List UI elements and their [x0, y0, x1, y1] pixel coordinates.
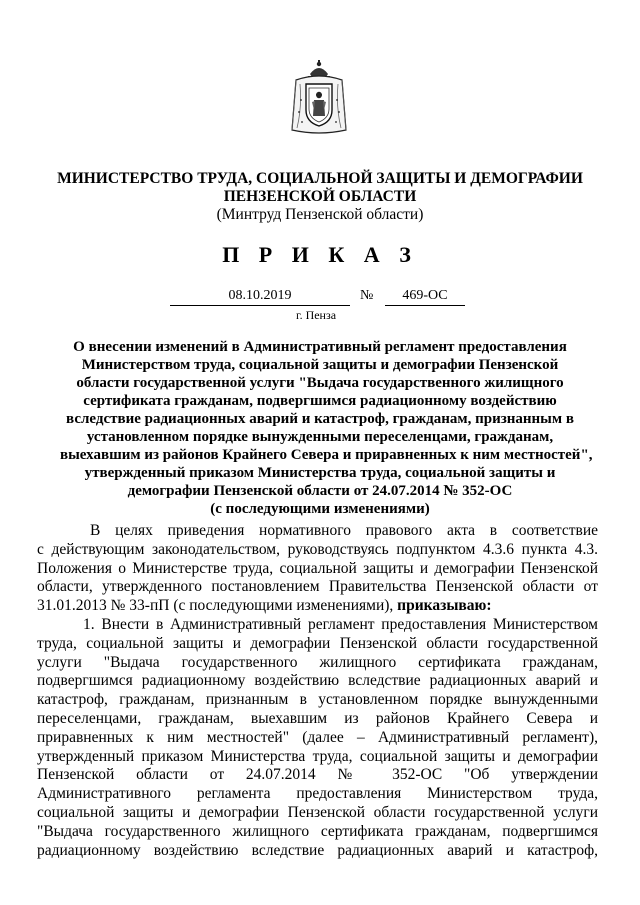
subject-line: утвержденный приказом Министерства труда, социальной защиты и: [84, 465, 556, 481]
body-line: подвергшимся радиационному воздействию вследствие радиационных аварий и: [37, 672, 598, 690]
body-line: Пензенской области от 24.07.2014 № 352-ОС "Об утверждении: [37, 766, 598, 784]
body-line: социальной защиты и демографии Пензенской области государственной услуги: [37, 803, 598, 821]
body-line: труда, социальной защиты и демографии Пензенской области государственной: [37, 634, 598, 652]
body-line: радиационному воздействию вследствие радиационных аварий и катастроф,: [37, 841, 598, 859]
body-line: переселенцами, гражданам, выехавшим из районов Крайнего Севера и: [37, 709, 598, 727]
order-subject: [60, 338, 593, 518]
body-line: утвержденный приказом Министерства труда, социальной защиты и демографии: [37, 747, 598, 765]
body-line: 1. Внести в Административный регламент предоставления Министерством: [83, 615, 598, 633]
subject-line: выехавшим из районов Крайнего Севера и приравненных к ним местностей",: [60, 447, 593, 463]
document-type-title: П Р И К А З: [222, 242, 418, 267]
subject-line: вследствие радиационных аварий и катастроф, гражданам, признанным в: [66, 411, 574, 427]
subject-line: О внесении изменений в Административный регламент предоставления: [73, 339, 567, 355]
body-line: [90, 522, 598, 541]
subject-line: Министерством труда, социальной защиты и демографии Пензенской: [81, 357, 559, 373]
body-line: катастроф, гражданам, признанным в установленном порядке вынужденными: [37, 691, 598, 709]
body-line: "Выдача государственного жилищного сертификата гражданам, подвергшимся: [37, 822, 598, 840]
city-name: г. Пенза: [296, 308, 337, 322]
ministry-name-line2: ПЕНЗЕНСКОЙ ОБЛАСТИ: [223, 188, 417, 205]
decree-word: приказываю:: [397, 597, 492, 615]
body-line: приравненных к ним местностей" (далее – Административный регламент),: [37, 728, 598, 746]
number-sign: №: [360, 288, 374, 303]
subject-line: установленном порядке вынужденными переселенцами, гражданам,: [86, 429, 554, 445]
subject-line: сертификата гражданам, подвергшимся радиационному воздействию: [83, 393, 557, 409]
ministry-short-name: (Минтруд Пензенской области): [216, 206, 424, 223]
order-body-text: [37, 522, 598, 860]
order-date: 08.10.2019: [170, 288, 350, 306]
body-line: области, утвержденного постановлением Правительства Пензенской области от: [37, 578, 598, 596]
body-line: Положения о Министерстве труда, социальной защиты и демографии Пензенской: [37, 559, 598, 577]
body-line: с действующим законодательством, руководствуясь подпунктом 4.3.6 пункта 4.3.: [37, 540, 598, 558]
body-line-text: В целях приведения нормативного правового акта в соответствие: [90, 522, 598, 539]
ministry-name-line1: МИНИСТЕРСТВО ТРУДА, СОЦИАЛЬНОЙ ЗАЩИТЫ И ДЕМОГРАФИИ: [57, 170, 583, 187]
subject-line: (с последующими изменениями): [210, 501, 430, 517]
body-line: Административного регламента предоставления Министерством труда,: [37, 785, 598, 803]
subject-line: демографии Пензенской области от 24.07.2014 № 352-ОС: [127, 483, 513, 499]
subject-line: области государственной услуги "Выдача государственного жилищного: [76, 375, 564, 391]
body-line-text: 31.01.2013 № 33-пП (с последующими изменениями),: [37, 597, 398, 615]
body-line: услуги "Выдача государственного жилищного сертификата гражданам,: [37, 653, 598, 671]
order-number: 469-ОС: [385, 288, 465, 306]
body-line: [37, 597, 598, 616]
coat-of-arms-emblem: [288, 60, 350, 138]
